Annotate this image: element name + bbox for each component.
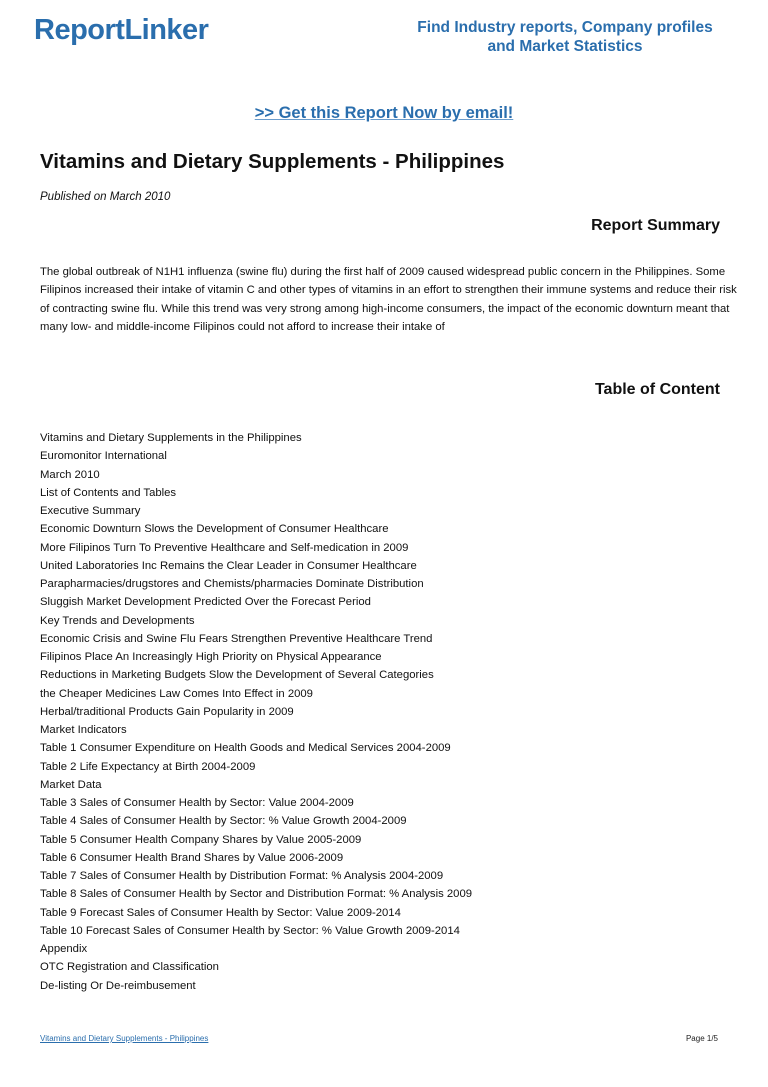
toc-item: Table 6 Consumer Health Brand Shares by Value 2006-2009 [40,851,344,864]
toc-item: List of Contents and Tables [40,486,177,499]
toc-item: Parapharmacies/drugstores and Chemists/pharmacies Dominate Distribution [40,578,424,590]
toc-item: Sluggish Market Development Predicted Over the Forecast Period [40,596,371,609]
toc-item: Vitamins and Dietary Supplements in the Philippines [40,432,302,444]
toc-item: Market Indicators [40,724,127,736]
toc-item: Table 4 Sales of Consumer Health by Sector: % Value Growth 2004-2009 [40,815,407,828]
table-of-content-heading: Table of Content [594,381,720,398]
toc-item: Appendix [40,943,88,955]
toc-item: Table 7 Sales of Consumer Health by Distribution Format: % Analysis 2004-2009 [40,870,444,882]
toc-item: Executive Summary [40,505,141,517]
table-of-content-list [40,429,472,995]
toc-item: Table 10 Forecast Sales of Consumer Health by Sector: % Value Growth 2009-2014 [40,924,460,937]
toc-item: Herbal/traditional Products Gain Popularity in 2009 [40,705,294,718]
toc-item: Table 1 Consumer Expenditure on Health Goods and Medical Services 2004-2009 [40,742,451,755]
report-summary-heading: Report Summary [591,217,720,234]
toc-item: De-listing Or De-reimbusement [40,979,196,992]
toc-item: United Laboratories Inc Remains the Clear Leader in Consumer Healthcare [40,559,417,572]
get-report-email-link-container [0,104,768,123]
header-tagline [400,18,730,56]
toc-item: Reductions in Marketing Budgets Slow the Development of Several Categories [40,669,434,682]
toc-item: Euromonitor International [40,450,167,463]
tagline-line-2: and Market Statistics [487,38,643,55]
toc-item: Table 2 Life Expectancy at Birth 2004-2009 [40,760,256,773]
published-date: Published on March 2010 [40,191,171,203]
toc-item: Table 8 Sales of Consumer Health by Sector and Distribution Format: % Analysis 2009 [40,888,473,901]
toc-item: Filipinos Place An Increasingly High Priority on Physical Appearance [40,651,382,663]
toc-item: March 2010 [40,468,100,481]
toc-item: More Filipinos Turn To Preventive Healthcare and Self-medication in 2009 [40,541,409,554]
report-summary-text: The global outbreak of N1H1 influenza (swine flu) during the first half of 2009 caused widespread public concern in the Philippines. Some Filipinos increased their intake of vitamin C and other types of vitamins in an effort to strengthen their immune systems and reduce their risk of contracting swine flu. While this trend was very strong among high-income consumers, the impact of the economic downturn meant that many low- and middle-income Filipinos could not afford to increase their intake of [40,266,737,333]
report-title: Vitamins and Dietary Supplements - Philippines [40,150,505,173]
tagline-line-1: Find Industry reports, Company profiles [417,19,713,36]
toc-item: Economic Crisis and Swine Flu Fears Strengthen Preventive Healthcare Trend [40,632,433,645]
toc-item: Table 9 Forecast Sales of Consumer Health by Sector: Value 2009-2014 [40,906,401,919]
page-number: Page 1/5 [685,1034,718,1043]
toc-item: Key Trends and Developments [40,614,195,627]
footer-report-link[interactable]: Vitamins and Dietary Supplements - Philippines [40,1034,209,1043]
toc-item: Market Data [40,778,102,791]
toc-item: OTC Registration and Classification [40,961,219,974]
toc-item: the Cheaper Medicines Law Comes Into Effect in 2009 [40,687,313,700]
toc-item: Table 5 Consumer Health Company Shares by Value 2005-2009 [40,833,362,846]
toc-item: Economic Downturn Slows the Development of Consumer Healthcare [40,523,389,536]
get-report-email-link[interactable]: >> Get this Report Now by email! [254,104,514,122]
toc-item: Table 3 Sales of Consumer Health by Sector: Value 2004-2009 [40,797,354,809]
reportlinker-logo[interactable]: ReportLinker [34,14,209,46]
